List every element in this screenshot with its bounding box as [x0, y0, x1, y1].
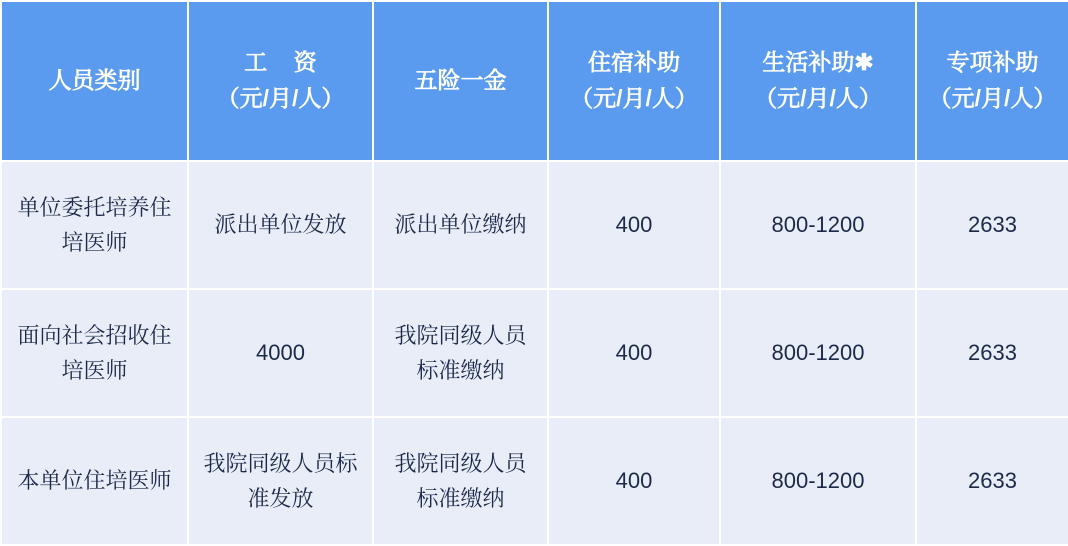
table-header	[1, 1, 1068, 161]
cell-special: 2633	[916, 161, 1068, 289]
table-body	[1, 161, 1068, 545]
header-line-unit: （元/月/人）	[216, 85, 345, 111]
header-line-unit: （元/月/人）	[570, 85, 698, 111]
cell-housing: 400	[548, 161, 720, 289]
cell-living: 800-1200	[720, 289, 916, 417]
cell-insurance: 我院同级人员标准缴纳	[373, 417, 548, 545]
column-header-special-allowance	[916, 1, 1068, 161]
column-header-category	[1, 1, 188, 161]
table-row	[1, 289, 1068, 417]
header-line: 专项补助	[946, 49, 1039, 76]
cell-living: 800-1200	[720, 417, 916, 545]
cell-category: 本单位住培医师	[1, 417, 188, 545]
header-line: 人员类别	[48, 67, 141, 94]
cell-category: 面向社会招收住培医师	[1, 289, 188, 417]
header-line-unit: （元/月/人）	[928, 85, 1057, 111]
column-header-insurance	[373, 1, 548, 161]
cell-salary: 我院同级人员标准发放	[188, 417, 373, 545]
table-row	[1, 417, 1068, 545]
cell-living: 800-1200	[720, 161, 916, 289]
cell-insurance: 派出单位缴纳	[373, 161, 548, 289]
column-header-housing-allowance	[548, 1, 720, 161]
cell-insurance: 我院同级人员标准缴纳	[373, 289, 548, 417]
header-row	[1, 1, 1068, 161]
table-row	[1, 161, 1068, 289]
header-line: 五险一金	[414, 67, 507, 94]
cell-housing: 400	[548, 289, 720, 417]
cell-special: 2633	[916, 417, 1068, 545]
column-header-salary	[188, 1, 373, 161]
header-line: 住宿补助	[588, 49, 680, 76]
cell-special: 2633	[916, 289, 1068, 417]
column-header-living-allowance	[720, 1, 916, 161]
cell-salary: 派出单位发放	[188, 161, 373, 289]
cell-category: 单位委托培养住培医师	[1, 161, 188, 289]
cell-housing: 400	[548, 417, 720, 545]
header-line-unit: （元/月/人）	[754, 85, 882, 111]
header-line: 生活补助✱	[762, 49, 874, 76]
cell-salary: 4000	[188, 289, 373, 417]
header-line: 工 资	[244, 49, 327, 76]
